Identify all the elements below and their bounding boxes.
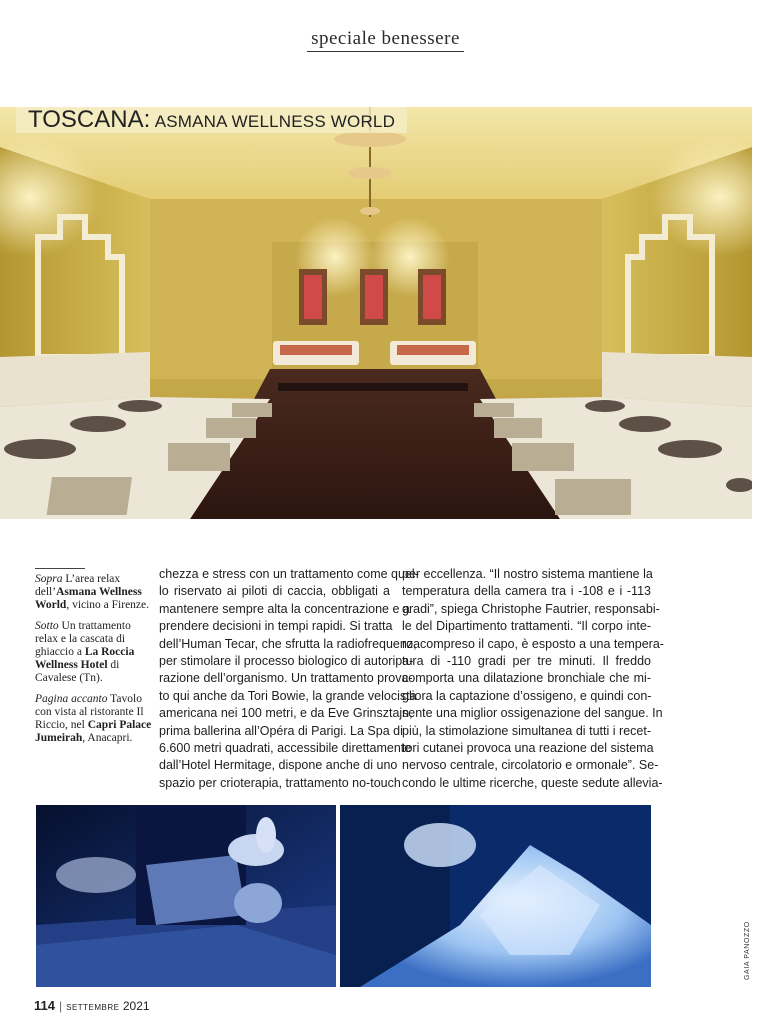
issue-month: settembre bbox=[66, 999, 120, 1013]
text-line: mantenere sempre alta la concentrazione e a bbox=[159, 601, 410, 616]
text-line: per eccellenza. “Il nostro sistema mantiene la bbox=[402, 567, 653, 581]
hero-title-sub: ASMANA WELLNESS WORLD bbox=[154, 112, 396, 131]
text-line: temperatura della camera tra i -108 e i -113 bbox=[402, 584, 651, 599]
text-line: sente una miglior ossigenazione del sangue. In bbox=[402, 706, 663, 721]
hero-photo bbox=[0, 107, 752, 519]
body-column-2 bbox=[402, 566, 664, 792]
body-column-1 bbox=[159, 566, 421, 792]
text-line: le del Dipartimento trattamenti. “Il corpo inte- bbox=[402, 619, 651, 634]
caption-tail: , Anacapri. bbox=[82, 732, 133, 744]
text-line: comporta una dilatazione bronchiale che mi- bbox=[402, 671, 651, 686]
text-line: lo riservato ai piloti di caccia, obbligati a bbox=[159, 584, 390, 599]
text-line: nervoso centrale, circolatorio e ormonale”. Se- bbox=[402, 758, 659, 773]
text-line: più, la stimolazione simultanea di tutti i recet- bbox=[402, 723, 651, 738]
text-line: to qui anche da Tori Bowie, la grande velocista bbox=[159, 688, 417, 703]
caption-bold: La Roccia Wellness Hotel bbox=[35, 646, 135, 671]
caption-bold: Asmana Wellness World bbox=[35, 586, 142, 611]
caption-lead: Pagina accanto bbox=[35, 693, 108, 705]
caption-lead: Sotto bbox=[35, 620, 59, 632]
caption-lead: Sopra bbox=[35, 573, 63, 585]
caption-rule bbox=[35, 568, 85, 569]
photo-credit: GAIA PANOZZO bbox=[744, 921, 751, 980]
text-line: dell’Human Tecar, che sfrutta la radiofrequenza bbox=[159, 636, 421, 651]
caption-facing-page bbox=[35, 693, 153, 745]
caption-text: Un trattamento relax e la cascata di ghiaccio a bbox=[35, 620, 131, 658]
text-line: prima ballerina all’Opéra di Parigi. La Spa di bbox=[159, 723, 403, 738]
text-line: gliora la captazione d’ossigeno, e quindi con- bbox=[402, 688, 652, 703]
caption-tail: di Cavalese (Tn). bbox=[35, 659, 120, 684]
photo-captions bbox=[35, 568, 153, 753]
text-line: tura di -110 gradi per tre minuti. Il freddo bbox=[402, 654, 651, 669]
text-line: ro, compreso il capo, è esposto a una tempera- bbox=[402, 636, 664, 651]
treatment-illustration bbox=[36, 805, 336, 987]
page-footer bbox=[34, 998, 150, 1013]
caption-text: Tavolo con vista al ristorante Il Riccio, nel bbox=[35, 693, 144, 731]
text-line: dall’Hotel Hermitage, dispone anche di uno bbox=[159, 758, 398, 773]
ice-illustration bbox=[340, 805, 651, 987]
footer-separator: | bbox=[58, 999, 63, 1013]
caption-bold: Capri Palace Jumeirah bbox=[35, 719, 152, 744]
caption-tail: , vicino a Firenze. bbox=[66, 599, 150, 611]
hero-title-main: TOSCANA: bbox=[28, 107, 151, 133]
text-line: per stimolare il processo biologico di autoripa- bbox=[159, 654, 414, 669]
ice-cascade-photo bbox=[340, 805, 651, 987]
caption-top bbox=[35, 573, 153, 612]
issue-year: 2021 bbox=[122, 999, 150, 1013]
text-line: condo le ultime ricerche, queste sedute allevia- bbox=[402, 775, 663, 790]
caption-text: L’area relax dell’ bbox=[35, 573, 121, 598]
relax-treatment-photo bbox=[36, 805, 336, 987]
text-line: spazio per crioterapia, trattamento no-touch bbox=[159, 775, 401, 790]
section-title: speciale benessere bbox=[307, 28, 464, 52]
page-number: 114 bbox=[34, 998, 55, 1013]
hero-title bbox=[16, 107, 407, 133]
caption-bottom bbox=[35, 620, 153, 685]
text-line: 6.600 metri quadrati, accessibile direttamente bbox=[159, 741, 412, 756]
text-line: americana nei 100 metri, e da Eve Grinsztajn, bbox=[159, 706, 413, 721]
text-line: razione dell’organismo. Un trattamento prova- bbox=[159, 671, 413, 686]
text-line: gradi”, spiega Christophe Fautrier, responsabi- bbox=[402, 601, 660, 616]
text-line: chezza e stress con un trattamento come quel- bbox=[159, 567, 419, 581]
text-line: tori cutanei provoca una reazione del sistema bbox=[402, 741, 654, 756]
section-header bbox=[0, 28, 771, 50]
relax-area-illustration bbox=[0, 107, 752, 519]
text-line: prendere decisioni in tempi rapidi. Si tratta bbox=[159, 619, 393, 634]
